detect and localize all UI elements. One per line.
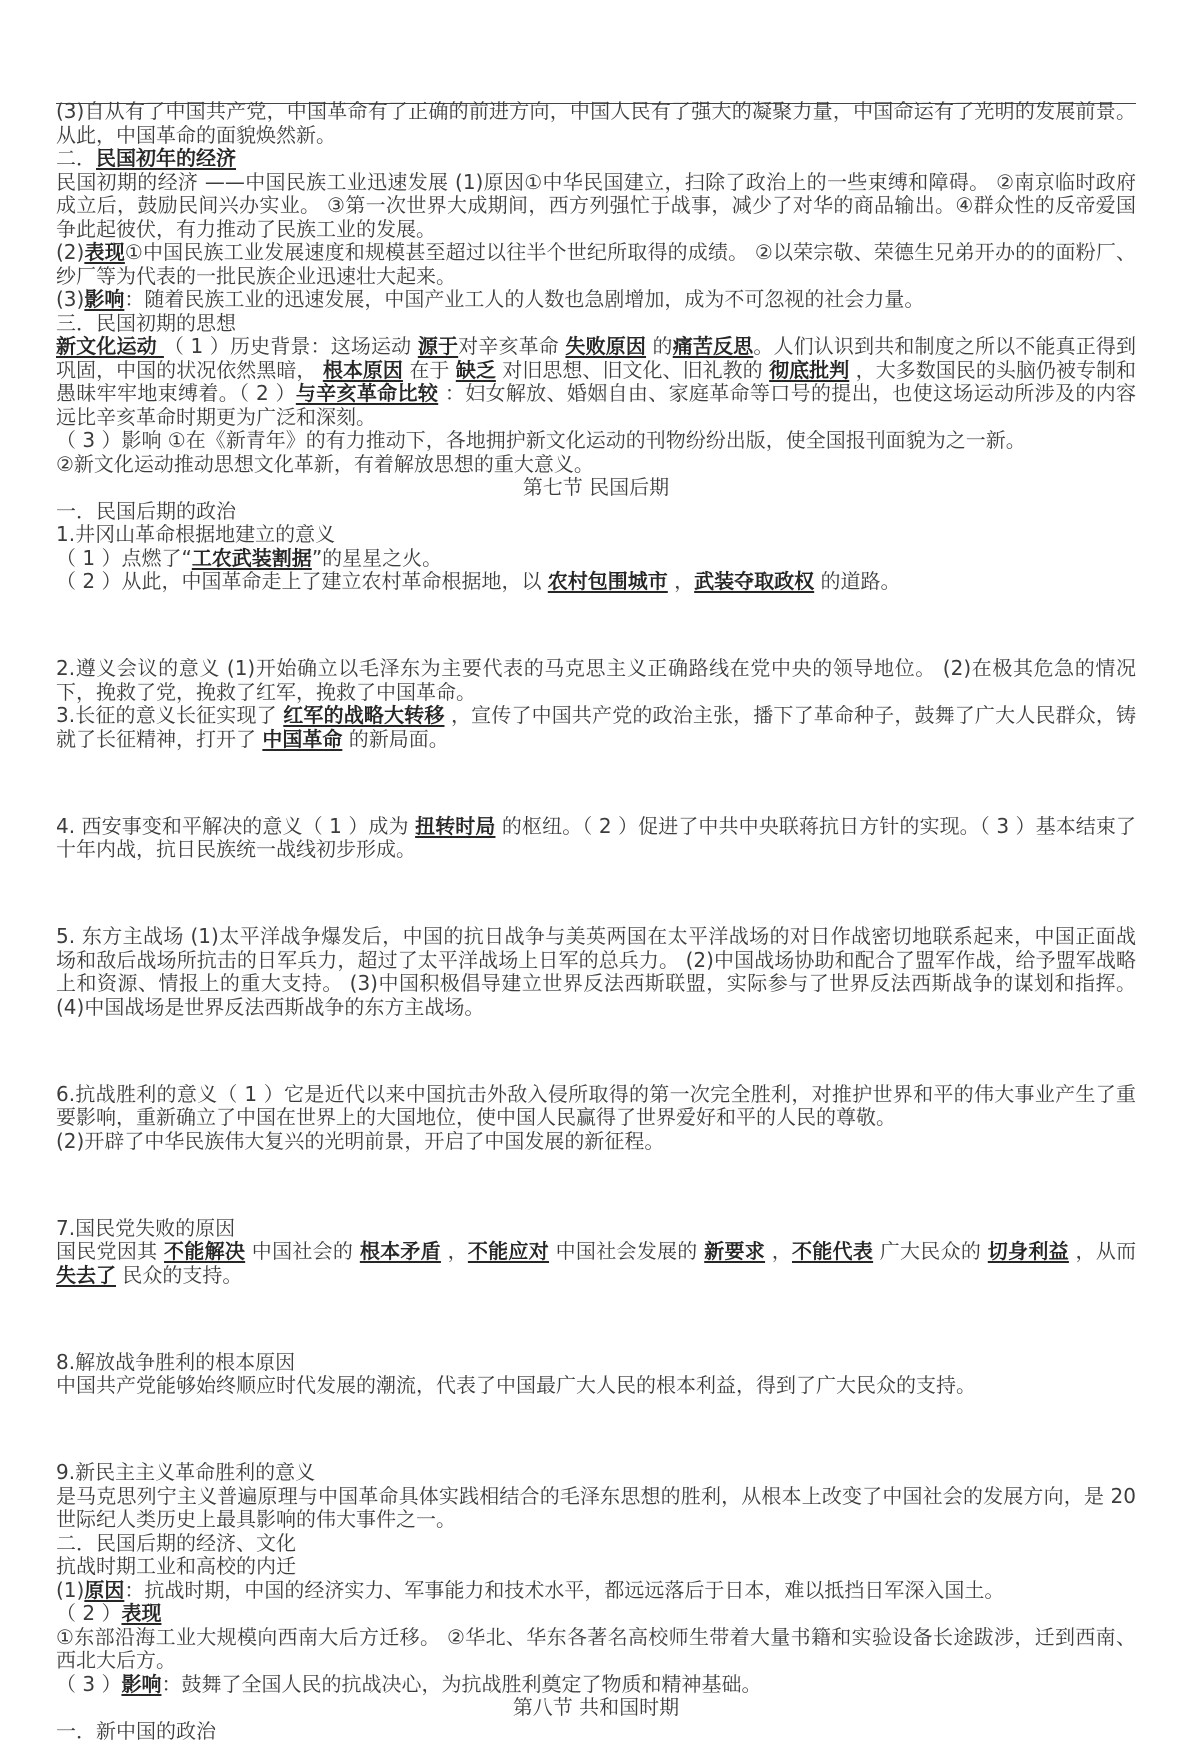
paragraph (56, 500, 1136, 524)
key-term: 缺乏 (456, 358, 496, 382)
text-run: ，从而 (1069, 1239, 1136, 1263)
key-term: 中国革命 (262, 727, 342, 751)
key-term: 表现 (84, 240, 125, 264)
text-run: （ 1 ）点燃了“ (56, 546, 192, 570)
text-run: ，大多数国民的头脑仍被专制和愚昧牢牢地束缚着。（ 2 ） (56, 358, 1136, 406)
key-term: 彻底批判 (769, 358, 849, 382)
text-run: ：妇女解放、婚姻自由、家庭革命等口号的提出，也使这场运动所涉及的内容远比辛亥革命时期更为广泛和深刻。 (56, 381, 1136, 429)
key-term: 源于 (418, 334, 458, 358)
paragraph (56, 100, 1136, 147)
key-term: 切身利益 (988, 1239, 1069, 1263)
text-run: 抗战时期工业和高校的内迁 (56, 1554, 296, 1578)
paragraph (56, 1626, 1136, 1673)
key-term: 扭转时局 (415, 814, 495, 838)
text-run: 3.长征的意义长征实现了 (56, 703, 283, 727)
key-term: 根本原因 (323, 358, 403, 382)
key-term: 失去了 (56, 1263, 116, 1287)
blank-line (56, 1173, 1136, 1197)
paragraph (56, 523, 1136, 547)
text-run: 二．民国后期的经济、文化 (56, 1531, 296, 1555)
key-term: 红军的战略大转移 (283, 703, 444, 727)
text-run: 中国社会的 (245, 1239, 360, 1263)
section-heading (56, 476, 1136, 500)
paragraph (56, 570, 1136, 594)
paragraph (56, 1130, 1136, 1154)
paragraph (56, 312, 1136, 336)
paragraph (56, 288, 1136, 312)
text-run: 第八节 共和国时期 (513, 1695, 679, 1719)
paragraph (56, 1720, 1136, 1743)
key-term: 表现 (121, 1601, 161, 1625)
key-term: 不能应对 (468, 1239, 549, 1263)
text-run: 在于 (403, 358, 456, 382)
text-run: 的道路。 (814, 569, 900, 593)
paragraph (56, 335, 1136, 429)
text-run: ，宣传了中国共产党的政治主张，播下了革命种子，鼓舞了广大人民群众，铸就了长征精神，打开了 (56, 703, 1136, 751)
paragraph (56, 1217, 1136, 1241)
paragraph (56, 1485, 1136, 1532)
blank-line (56, 1418, 1136, 1442)
paragraph (56, 1240, 1136, 1287)
text-run: 的新局面。 (342, 727, 448, 751)
paragraph (56, 1374, 1136, 1398)
text-run: 5. 东方主战场 (1)太平洋战争爆发后，中国的抗日战争与美英两国在太平洋战场的对日作战密切地联系起来，中国正面战场和敌后战场所抗击的日军兵力，超过了太平洋战场上日军的总兵力。 (2)中国战场协助和配合了盟军作战，给予盟军战略上和资源、情报上的重大支持。 (3)中国积极倡导建立世界反法西斯联盟，实际参与了世界反法西斯战争的谋划和指挥。 (4)中国战场是世界反法西斯战争的东方主战场。 (56, 924, 1136, 1019)
paragraph (56, 147, 1136, 171)
paragraph (56, 547, 1136, 571)
paragraph (56, 429, 1136, 453)
paragraph (56, 1602, 1136, 1626)
text-run: 民国初期的经济 ——中国民族工业迅速发展 (1)原因①中华民国建立，扫除了政治上的一些束缚和障碍。 ②南京临时政府成立后，鼓励民间兴办实业。 ③第一次世界大成期间，西方列强忙于战事，减少了对华的商品输出。④群众性的反帝爱国争此起彼伏，有力推动了民族工业的发展。 (56, 170, 1136, 241)
blank-line (56, 882, 1136, 906)
text-run: 7.国民党失败的原因 (56, 1216, 235, 1240)
text-run: 8.解放战争胜利的根本原因 (56, 1350, 295, 1374)
section-heading (56, 1696, 1136, 1720)
text-run: （ 2 ）从此，中国革命走上了建立农村革命根据地，以 (56, 569, 548, 593)
text-run: ：鼓舞了全国人民的抗战决心，为抗战胜利奠定了物质和精神基础。 (161, 1672, 761, 1696)
text-run: 二． (56, 146, 96, 170)
key-term: 根本矛盾 (360, 1239, 441, 1263)
text-run: （ 1 ）历史背景：这场运动 (164, 334, 418, 358)
key-term: 与辛亥革命比较 (296, 381, 438, 405)
paragraph (56, 453, 1136, 477)
key-term: 原因 (84, 1578, 124, 1602)
key-term: 农村包围城市 (548, 569, 668, 593)
blank-line (56, 614, 1136, 638)
text-run: 对旧思想、旧文化、旧礼教的 (496, 358, 769, 382)
text-run: ①中国民族工业发展速度和规模甚至超过以往半个世纪所取得的成绩。 ②以荣宗敬、荣德生兄弟开办的的面粉厂、纱厂等为代表的一批民族企业迅速壮大起来。 (56, 240, 1136, 288)
paragraph (56, 1083, 1136, 1130)
paragraph (56, 704, 1136, 751)
text-run: 第七节 民国后期 (523, 475, 669, 499)
text-run: ：抗战时期，中国的经济实力、军事能力和技术水平，都远远落后于日本，难以抵挡日军深入国土。 (124, 1578, 1004, 1602)
text-run: 2.遵义会议的意义 (1)开始确立以毛泽东为主要代表的马克思主义正确路线在党中央的领导地位。 (2)在极其危急的情况下，挽救了党，挽救了红军，挽救了中国革命。 (56, 656, 1136, 704)
text-run: 国民党因其 (56, 1239, 164, 1263)
paragraph (56, 1673, 1136, 1697)
paragraph (56, 1555, 1136, 1579)
key-term: 民国初年的经济 (96, 146, 236, 170)
document-body (56, 100, 1136, 1743)
key-term: 不能解决 (164, 1239, 245, 1263)
blank-line (56, 771, 1136, 795)
text-run: ：随着民族工业的迅速发展，中国产业工人的人数也急剧增加，成为不可忽视的社会力量。 (124, 287, 924, 311)
text-run: （ 2 ） (56, 1601, 121, 1625)
text-run: 对辛亥革命 (458, 334, 565, 358)
key-term: 武装夺取政权 (694, 569, 814, 593)
text-run: (3)自从有了中国共产党，中国革命有了正确的前进方向，中国人民有了强大的凝聚力量，中国命运有了光明的发展前景。从此，中国革命的面貌焕然新。 (56, 99, 1136, 147)
text-run: 。人们认识到共和制度之所以不能真正得到巩固，中国的状况依然黑暗， (56, 334, 1136, 382)
blank-line (56, 1307, 1136, 1331)
key-term: 影响 (84, 287, 124, 311)
key-term: 不能代表 (792, 1239, 873, 1263)
text-run: ， (441, 1239, 468, 1263)
paragraph (56, 925, 1136, 1019)
text-run: 的 (646, 334, 673, 358)
paragraph (56, 241, 1136, 288)
paragraph (56, 815, 1136, 862)
paragraph (56, 1351, 1136, 1375)
key-term: 新文化运动 (56, 334, 164, 358)
text-run: (1) (56, 1578, 84, 1602)
text-run: ①东部沿海工业大规模向西南大后方迁移。 ②华北、华东各著名高校师生带着大量书籍和实验设备长途跋涉，迁到西南、西北大后方。 (56, 1625, 1136, 1673)
text-run: ， (668, 569, 694, 593)
text-run: (2)开辟了中华民族伟大复兴的光明前景，开启了中国发展的新征程。 (56, 1129, 664, 1153)
text-run: (3) (56, 287, 84, 311)
text-run: 中国社会发展的 (549, 1239, 704, 1263)
text-run: ②新文化运动推动思想文化革新，有着解放思想的重大意义。 (56, 452, 594, 476)
text-run: （ 3 ） (56, 1672, 121, 1696)
text-run: ”的星星之火。 (312, 546, 442, 570)
paragraph (56, 1532, 1136, 1556)
paragraph (56, 657, 1136, 704)
text-run: 三．民国初期的思想 (56, 311, 236, 335)
text-run: 中国共产党能够始终顺应时代发展的潮流，代表了中国最广大人民的根本利益，得到了广大民众的支持。 (56, 1373, 976, 1397)
text-run: 的枢纽。（ 2 ）促进了中共中央联蒋抗日方针的实现。（ 3 ）基本结束了十年内战，抗日民族统一战线初步形成。 (56, 814, 1136, 862)
paragraph (56, 1579, 1136, 1603)
text-run: 9.新民主主义革命胜利的意义 (56, 1460, 315, 1484)
text-run: 6.抗战胜利的意义（ 1 ）它是近代以来中国抗击外敌入侵所取得的第一次完全胜利，对推护世界和平的伟大事业产生了重要影响，重新确立了中国在世界上的大国地位，使中国人民赢得了世界爱好和平的人民的尊敬。 (56, 1082, 1136, 1130)
key-term: 失败原因 (565, 334, 646, 358)
text-run: 1.井冈山革命根据地建立的意义 (56, 522, 335, 546)
text-run: 民众的支持。 (116, 1263, 242, 1287)
text-run: 4. 西安事变和平解决的意义（ 1 ）成为 (56, 814, 415, 838)
key-term: 痛苦反思 (673, 334, 754, 358)
text-run: 广大民众的 (873, 1239, 988, 1263)
key-term: 工农武装割据 (192, 546, 312, 570)
paragraph (56, 1461, 1136, 1485)
blank-line (56, 1039, 1136, 1063)
text-run: (2) (56, 240, 84, 264)
text-run: 是马克思列宁主义普遍原理与中国革命具体实践相结合的毛泽东思想的胜利，从根本上改变了中国社会的发展方向，是 20 世际纪人类历史上最具影响的伟大事件之一。 (56, 1484, 1136, 1532)
key-term: 影响 (121, 1672, 161, 1696)
text-run: ， (765, 1239, 792, 1263)
text-run: 一．民国后期的政治 (56, 499, 236, 523)
text-run: （ 3 ）影响 ①在《新青年》的有力推动下，各地拥护新文化运动的刊物纷纷出版，使全国报刊面貌为之一新。 (56, 428, 1026, 452)
key-term: 新要求 (704, 1239, 765, 1263)
paragraph (56, 171, 1136, 242)
text-run: 一．新中国的政治 (56, 1719, 216, 1743)
